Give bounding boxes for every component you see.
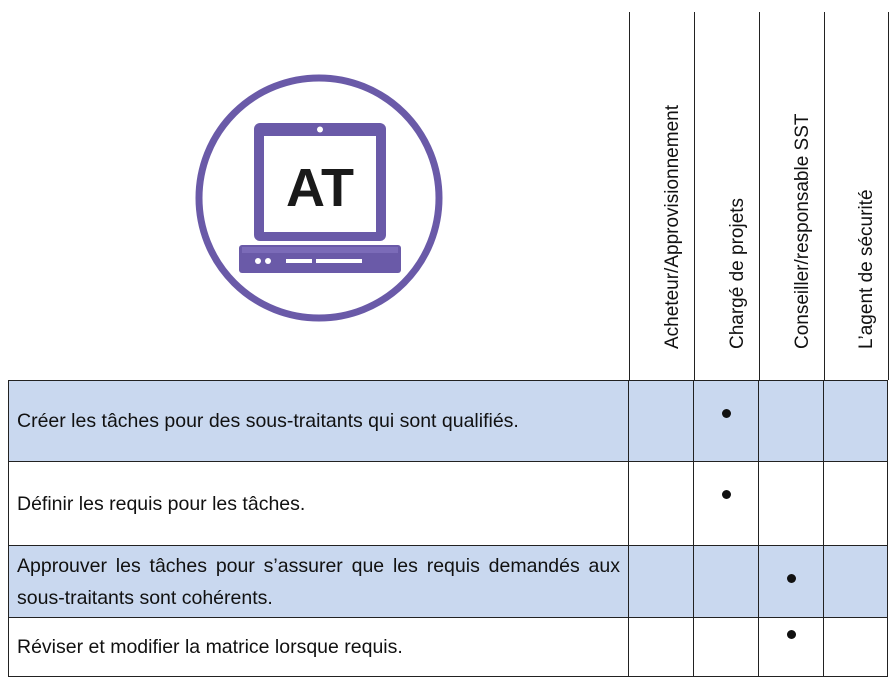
mark-cell [628,381,693,461]
mark-cell [693,546,758,617]
column-header-label: Conseiller/responsable SST [792,113,813,349]
mark-cell [758,381,823,461]
table-row [8,617,888,677]
mark-cell [823,546,888,617]
column-header-label: L’agent de sécurité [855,189,877,349]
task-cell [8,381,628,461]
task-text: Créer les tâches pour des sous-traitants qui sont qualifiés. [17,410,519,432]
mark-cell [693,618,758,676]
bullet-mark [787,574,796,583]
bullet-mark [787,630,796,639]
mark-cell [628,462,693,545]
table-row [8,461,888,545]
column-header-acheteur [629,12,696,380]
logo-text: AT [286,158,354,218]
mark-cell [823,618,888,676]
task-text: Approuver les tâches pour s’assurer que les requis demandés aux sous-traitants sont cohérents. [17,554,620,609]
task-cell [8,618,628,676]
column-header-agent-securite [824,12,889,380]
task-cell [8,546,628,617]
mark-cell [693,381,758,461]
task-text: Définir les requis pour les tâches. [17,492,306,515]
mark-cell [628,546,693,617]
table-row [8,380,888,461]
column-header-label: Acheteur/Approvisionnement [662,105,683,349]
mark-cell [628,618,693,676]
column-header-label: Chargé de projets [727,197,748,349]
bullet-mark [722,409,731,418]
mark-cell [758,462,823,545]
laptop-logo-icon [194,73,444,323]
task-text: Réviser et modifier la matrice lorsque requis. [17,636,403,658]
mark-cell [758,546,823,617]
column-header-conseiller-sst [759,12,826,380]
mark-cell [693,462,758,545]
mark-cell [823,381,888,461]
mark-cell [758,618,823,676]
table-row [8,545,888,617]
bullet-mark [722,490,731,499]
mark-cell [823,462,888,545]
task-cell [8,462,628,545]
responsibility-matrix [8,380,888,677]
column-header-charge-projets [694,12,761,380]
